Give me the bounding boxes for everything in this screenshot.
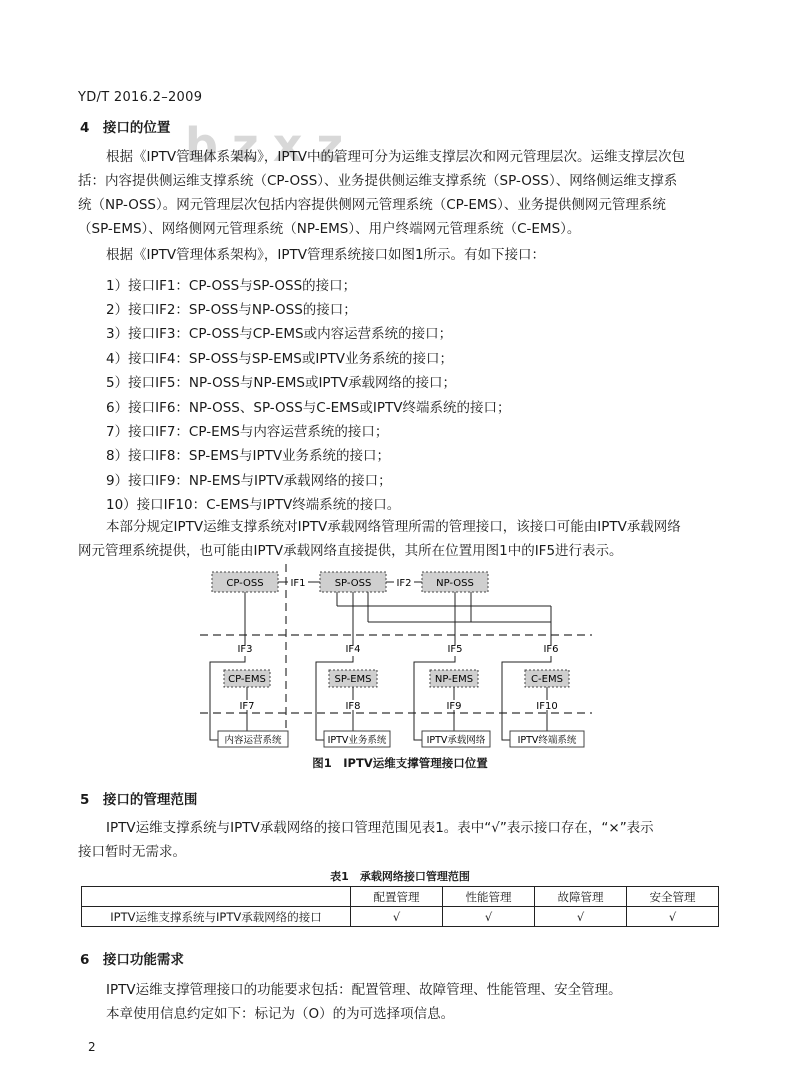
if6-label: IF6 [543, 644, 559, 655]
table-header-cell: 故障管理 [535, 887, 627, 907]
if9-label: IF9 [446, 701, 462, 712]
table-header-cell [82, 887, 351, 907]
para-line: 本部分规定IPTV运维支撑系统对IPTV承载网络管理所需的管理接口，该接口可能由IPTV承载网络 [106, 519, 681, 535]
interface-item: 6）接口IF6：NP-OSS、SP-OSS与C-EMS或IPTV终端系统的接口； [106, 400, 511, 416]
oss-label-np: NP-OSS [436, 578, 474, 589]
para-line: 括：内容提供侧运维支撑系统（CP-OSS）、业务提供侧运维支撑系统（SP-OSS）、网络侧运维支撑系 [78, 173, 678, 189]
section-4-para-1 [78, 145, 728, 241]
if3-label: IF3 [237, 644, 253, 655]
table-row-label: IPTV运维支撑系统与IPTV承载网络的接口 [82, 907, 351, 927]
system-label-terminal: IPTV终端系统 [517, 735, 577, 746]
table-cell: √ [627, 907, 719, 927]
figure-1-diagram [196, 560, 596, 750]
system-label-service: IPTV业务系统 [327, 735, 387, 746]
interface-item: 10）接口IF10：C-EMS与IPTV终端系统的接口。 [106, 497, 401, 513]
section-4-para-2: 根据《IPTV管理体系架构》，IPTV管理系统接口如图1所示。有如下接口： [106, 247, 546, 263]
bracket-sp [316, 656, 353, 740]
oss-label-cp: CP-OSS [226, 578, 264, 589]
ems-label-np: NP-EMS [434, 674, 474, 685]
section-5-para [78, 816, 728, 864]
para-line: 网元管理系统提供，也可能由IPTV承载网络直接提供，其所在位置用图1中的IF5进行表示。 [78, 543, 623, 559]
para-line: （SP-EMS）、网络侧网元管理系统（NP-EMS）、用户终端网元管理系统（C-EMS）。 [78, 221, 581, 237]
standard-code: YD/T 2016.2–2009 [78, 90, 203, 105]
section-4-para-3 [78, 515, 728, 563]
ems-label-cp: CP-EMS [228, 674, 266, 685]
table-cell: √ [535, 907, 627, 927]
interface-item: 7）接口IF7：CP-EMS与内容运营系统的接口； [106, 424, 389, 440]
interface-item: 5）接口IF5：NP-OSS与NP-EMS或IPTV承载网络的接口； [106, 375, 457, 391]
table-1 [81, 886, 719, 927]
if8-label: IF8 [345, 701, 361, 712]
table-header-row [82, 887, 719, 907]
ems-label-sp: SP-EMS [334, 674, 372, 685]
bracket-c [502, 656, 551, 740]
section-6-title: 6 接口功能需求 [80, 952, 184, 968]
interface-item: 4）接口IF4：SP-OSS与SP-EMS或IPTV业务系统的接口； [106, 351, 453, 367]
bracket-cp [210, 656, 245, 740]
bracket-np [414, 656, 455, 740]
oss-label-sp: SP-OSS [334, 578, 372, 589]
system-label-network: IPTV承载网络 [426, 735, 486, 746]
if10-label: IF10 [536, 701, 558, 712]
interface-item: 3）接口IF3：CP-OSS与CP-EMS或内容运营系统的接口； [106, 326, 453, 342]
interface-item: 1）接口IF1：CP-OSS与SP-OSS的接口； [106, 278, 357, 294]
if2-label: IF2 [396, 578, 412, 589]
para-line: 接口暂时无需求。 [78, 844, 186, 860]
watermark: bzxz [185, 118, 358, 172]
section-4-title: 4 接口的位置 [80, 120, 171, 136]
table-cell: √ [351, 907, 443, 927]
table-header-cell: 配置管理 [351, 887, 443, 907]
if4-label: IF4 [345, 644, 361, 655]
if5-label: IF5 [447, 644, 463, 655]
if1-label: IF1 [290, 578, 306, 589]
interface-item: 8）接口IF8：SP-EMS与IPTV业务系统的接口； [106, 448, 391, 464]
interface-item: 2）接口IF2：SP-OSS与NP-OSS的接口； [106, 302, 357, 318]
section-6-para [78, 978, 728, 1026]
if7-label: IF7 [239, 701, 255, 712]
para-line: IPTV运维支撑管理接口的功能要求包括：配置管理、故障管理、性能管理、安全管理。 [106, 982, 622, 998]
ems-label-c: C-EMS [531, 674, 563, 685]
table-header-cell: 安全管理 [627, 887, 719, 907]
interface-item: 9）接口IF9：NP-EMS与IPTV承载网络的接口； [106, 473, 392, 489]
para-line: IPTV运维支撑系统与IPTV承载网络的接口管理范围见表1。表中“√”表示接口存在，“×”表示 [106, 820, 654, 836]
para-line: 本章使用信息约定如下：标记为（O）的为可选择项信息。 [106, 1006, 455, 1022]
table-cell: √ [443, 907, 535, 927]
table-row [82, 907, 719, 927]
figure-1-caption: 图1 IPTV运维支撑管理接口位置 [312, 756, 488, 770]
table-header-cell: 性能管理 [443, 887, 535, 907]
section-5-title: 5 接口的管理范围 [80, 792, 198, 808]
para-line: 统（NP-OSS）。网元管理层次包括内容提供侧网元管理系统（CP-EMS）、业务提供侧网元管理系统 [78, 197, 666, 213]
page-number: 2 [88, 1040, 96, 1054]
para-line: 根据《IPTV管理体系架构》，IPTV中的管理可分为运维支撑层次和网元管理层次。运维支撑层次包 [106, 149, 685, 165]
system-label-content: 内容运营系统 [224, 735, 282, 746]
table-1-caption: 表1 承载网络接口管理范围 [330, 870, 470, 883]
